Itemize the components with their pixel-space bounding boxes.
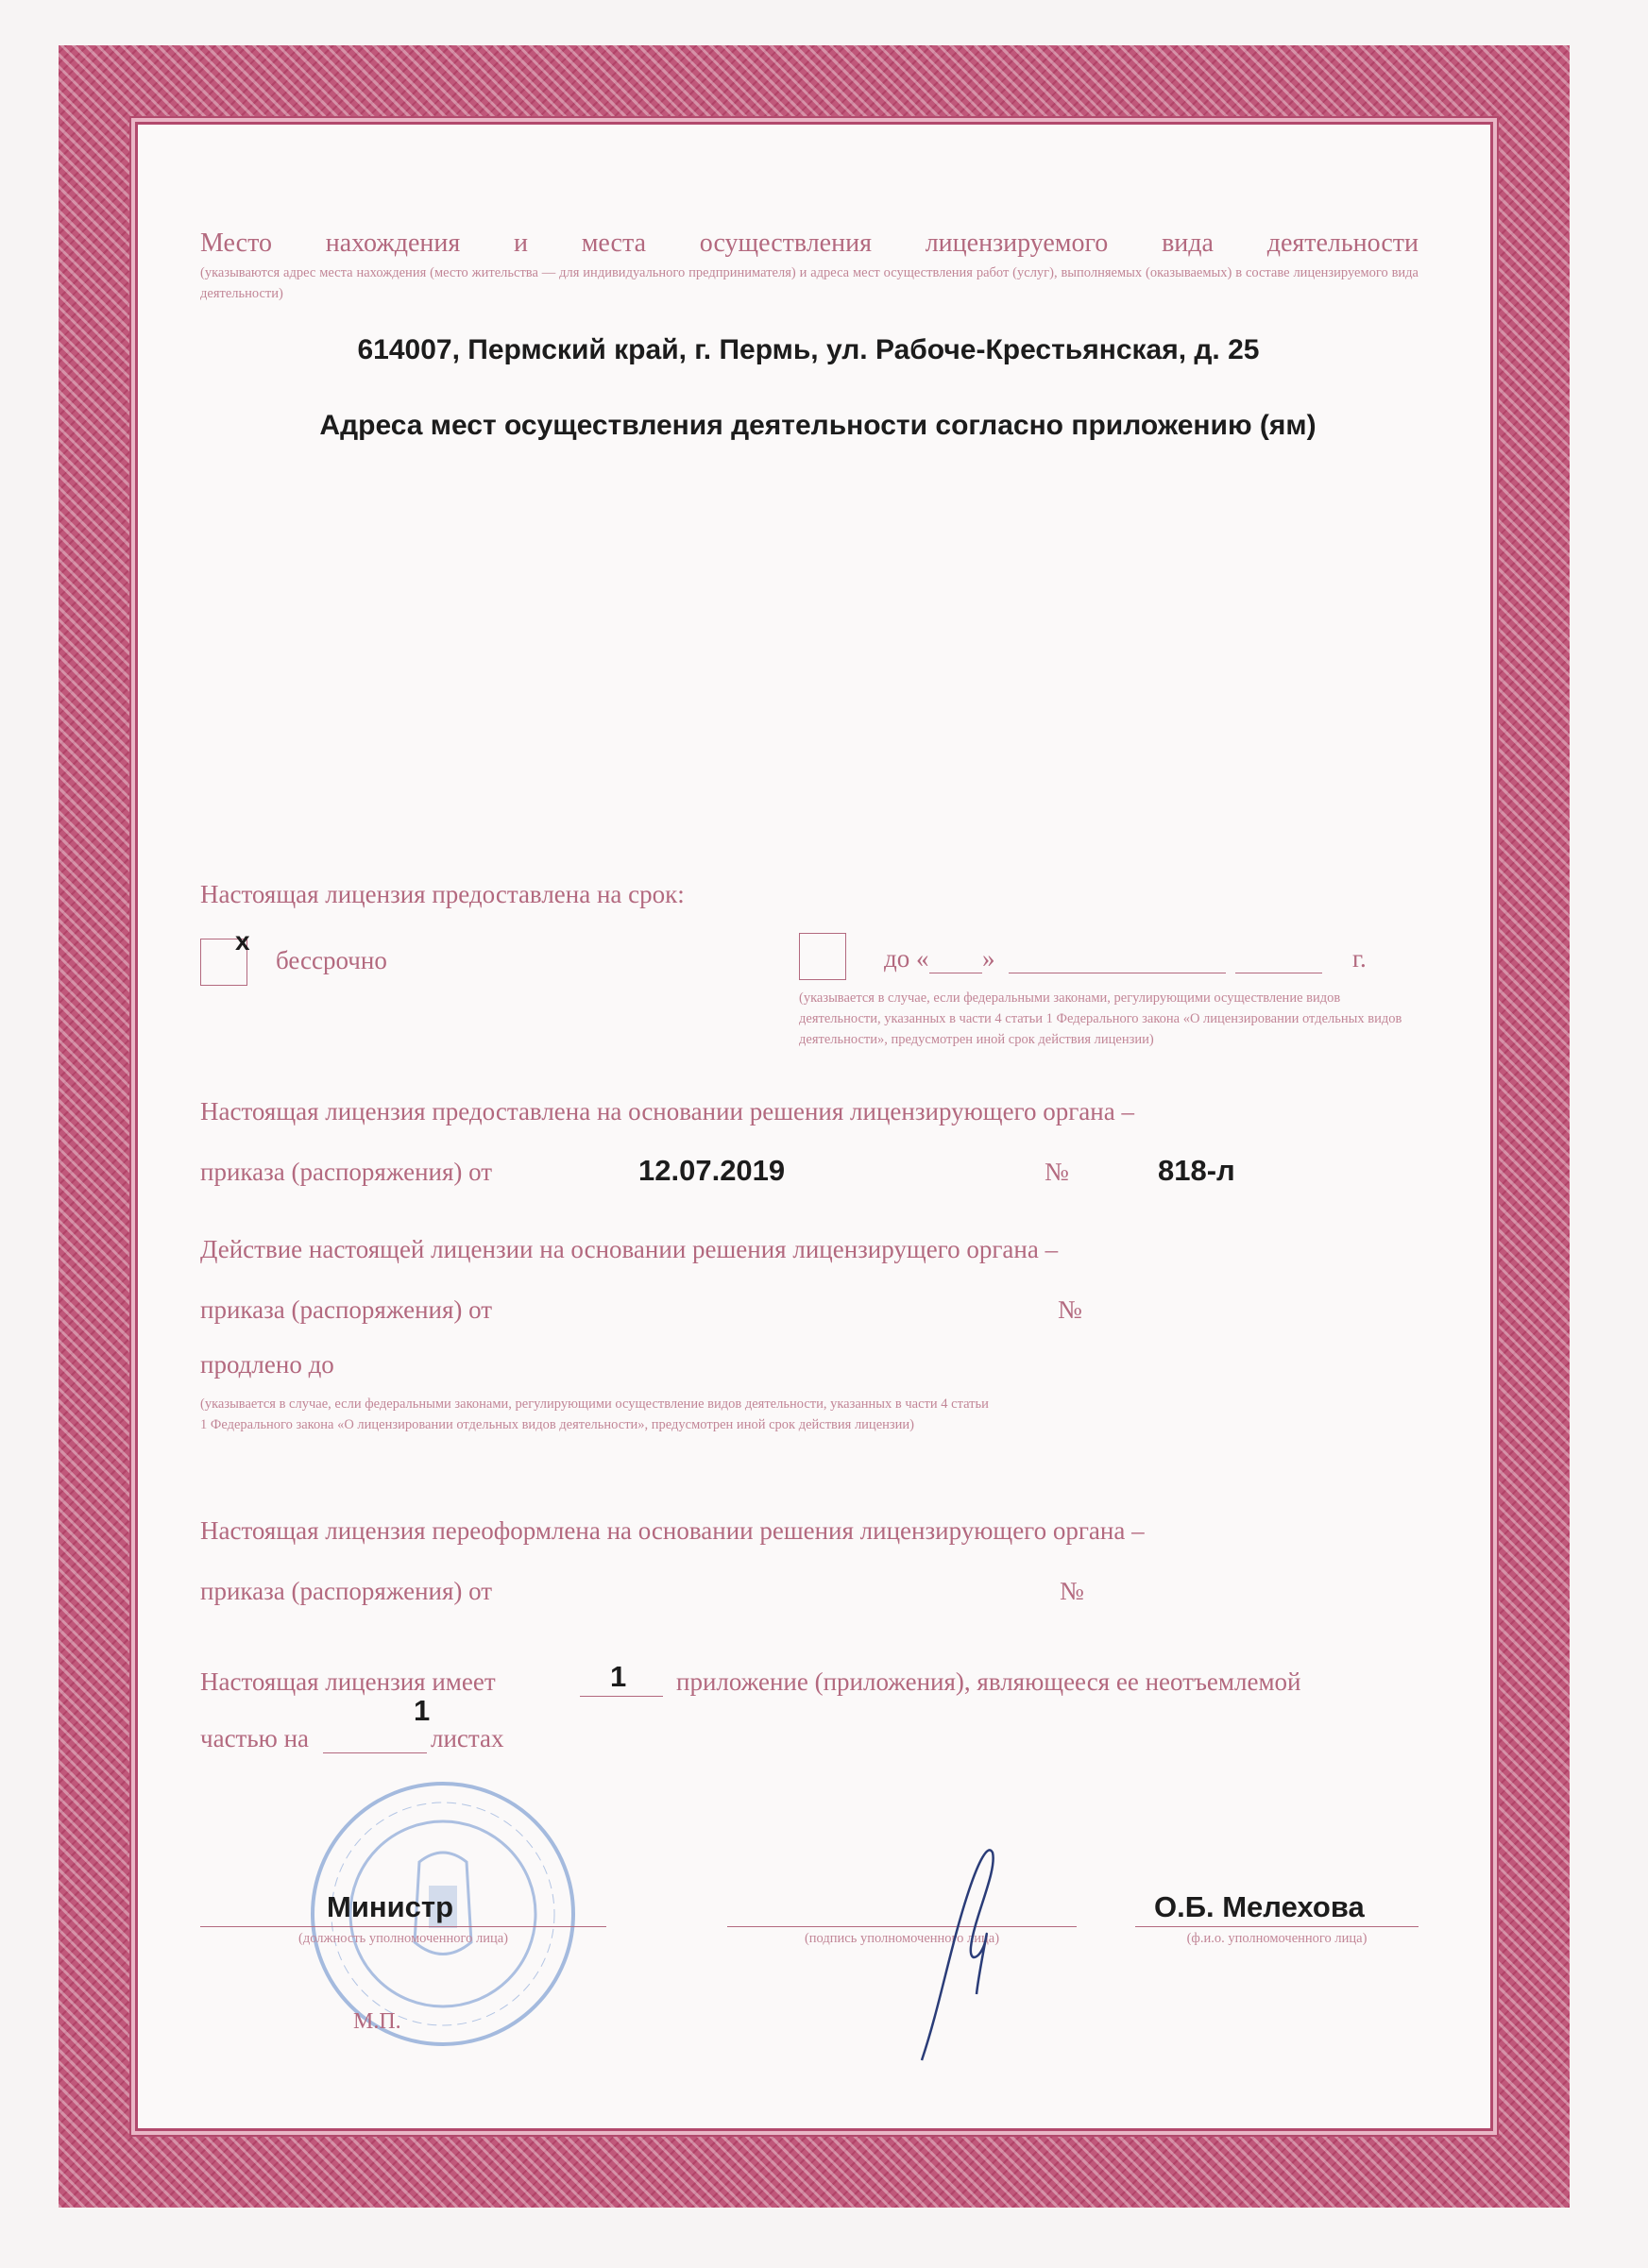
appendix-prefix: Настоящая лицензия имеет — [200, 1667, 496, 1696]
year-suffix: г. — [1352, 944, 1367, 973]
granted-order-label: приказа (распоряжения) от — [200, 1158, 493, 1186]
name-hint: (ф.и.о. уполномоченного лица) — [1186, 1931, 1368, 1946]
until-checkbox[interactable] — [799, 933, 846, 980]
reissued-number-label: № — [1060, 1577, 1084, 1605]
document-body — [138, 125, 1490, 2128]
signer-position: Министр — [327, 1890, 454, 1923]
extended-hint: (указывается в случае, если федеральными законами, регулирующими осуществление видов деятельности, указанных в части 4 статьи 1 Федерального закона «О лицензировании отдельных видов деятельности», предусмотрен иной срок действия лицензии) — [200, 1396, 989, 1432]
term-hint: (указывается в случае, если федеральными законами, регулирующими осуществление видов деятельности, указанных в части 4 статьи 1 Федерального закона «О лицензировании отдельных видов деятельности», предусмотрен иной срок действия лицензии) — [799, 990, 1402, 1047]
handwritten-signature — [884, 1834, 1035, 2070]
location-hint: (указываются адрес места нахождения (место жительства — для индивидуального предпринимателя) и адреса мест осуществления работ (услуг), выполняемых (оказываемых) в составе лицензируемого вида деятельности) — [200, 265, 1419, 301]
reissued-line: Настоящая лицензия переоформлена на основании решения лицензирующего органа – — [200, 1516, 1145, 1545]
extended-line: Действие настоящей лицензии на основании решения лицензирущего органа – — [200, 1235, 1059, 1263]
seal-label: М.П. — [353, 2009, 401, 2034]
appendix-part-prefix: частью на — [200, 1724, 310, 1752]
location-heading: Место нахождения и места осуществления лицензируемого вида деятельности — [200, 228, 1419, 258]
until-prefix: до « — [884, 944, 929, 973]
sites-note: Адреса мест осуществления деятельности согласно приложению (ям) — [319, 410, 1317, 441]
extended-until-label: продлено до — [200, 1350, 334, 1379]
appendix-count: 1 — [610, 1660, 627, 1693]
appendix-suffix: приложение (приложения), являющееся ее неотъемлемой — [676, 1667, 1301, 1696]
appendix-sheets-suffix: листах — [431, 1724, 504, 1752]
granted-number: 818-л — [1158, 1154, 1235, 1187]
extended-order-label: приказа (распоряжения) от — [200, 1295, 493, 1324]
reissued-order-label: приказа (распоряжения) от — [200, 1577, 493, 1605]
position-hint: (должность уполномоченного лица) — [298, 1931, 508, 1946]
granted-number-label: № — [1045, 1158, 1069, 1186]
granted-date: 12.07.2019 — [638, 1154, 786, 1187]
term-label: Настоящая лицензия предоставлена на срок: — [200, 880, 685, 908]
decorative-border — [59, 45, 1570, 2208]
indefinite-label: бессрочно — [276, 946, 387, 974]
address: 614007, Пермский край, г. Пермь, ул. Рабоче-Крестьянская, д. 25 — [357, 334, 1260, 365]
appendix-sheets: 1 — [414, 1694, 431, 1727]
extended-number-label: № — [1058, 1295, 1082, 1324]
signature-hint: (подпись уполномоченного лица) — [804, 1931, 1000, 1946]
granted-line: Настоящая лицензия предоставлена на основании решения лицензирующего органа – — [200, 1097, 1134, 1126]
indefinite-checkbox[interactable] — [200, 926, 250, 986]
signer-name: О.Б. Мелехова — [1154, 1890, 1365, 1923]
until-quote-close: » — [982, 944, 995, 973]
checkbox-mark: x — [235, 926, 250, 956]
